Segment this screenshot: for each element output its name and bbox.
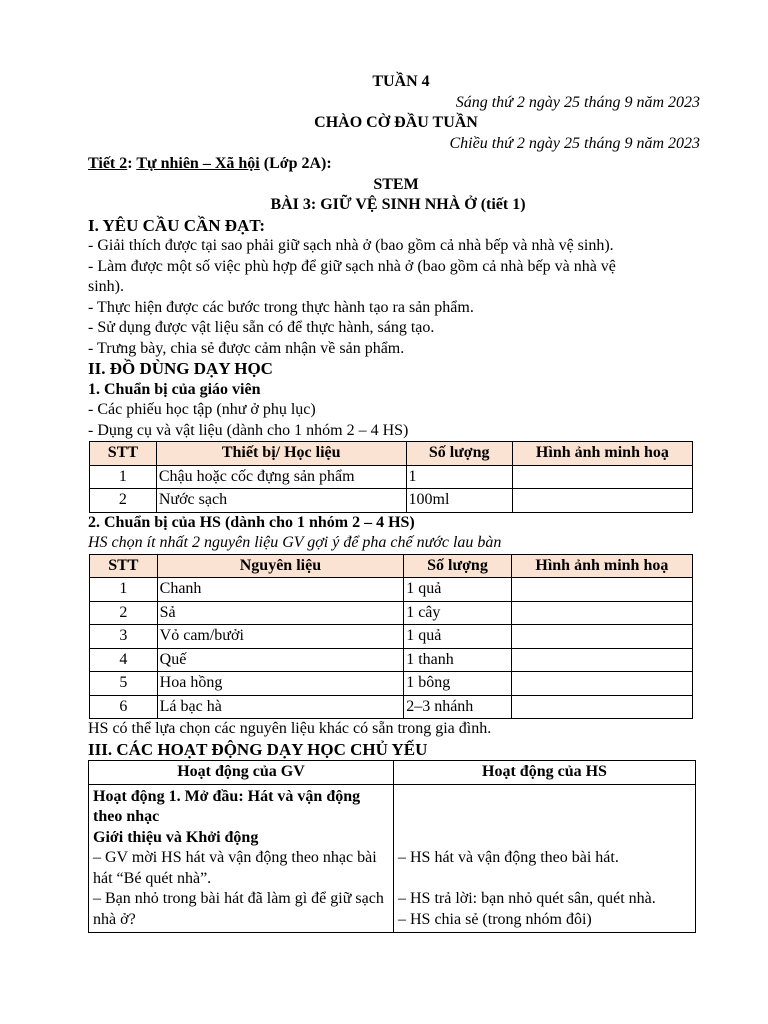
student-prep-note: HS chọn ít nhất 2 nguyên liệu GV gợi ý để pha chế nước lau bàn: [88, 534, 502, 551]
section-1-heading: I. YÊU CẦU CẦN ĐẠT:: [88, 215, 266, 235]
activity-title: Hoạt động 1. Mở đầu: Hát và vận động theo nhạc: [93, 787, 361, 825]
cell-quantity: 1 cây: [404, 601, 512, 625]
teacher-activity-cell: [89, 784, 394, 933]
morning-date: Sáng thứ 2 ngày 25 tháng 9 năm 2023: [455, 93, 700, 111]
cell-ingredient: Chanh: [157, 578, 404, 602]
table-row: [90, 648, 693, 672]
cell-quantity: 1 bông: [404, 672, 512, 696]
cell-stt: 3: [90, 625, 158, 649]
table-row: [90, 489, 693, 513]
cell-quantity: 1 thanh: [404, 648, 512, 672]
column-header-equipment: Thiết bị/ Học liệu: [156, 442, 406, 466]
cell-illustration: [511, 695, 692, 719]
cell-stt: 2: [90, 601, 158, 625]
column-header-illustration: Hình ảnh minh hoạ: [512, 442, 692, 466]
lesson-line: [88, 154, 700, 175]
cell-stt: 4: [90, 648, 158, 672]
table-row: [89, 784, 696, 933]
table-row: [90, 578, 693, 602]
cell-illustration: [511, 672, 692, 696]
student-activity-cell: [394, 784, 696, 933]
afternoon-date: Chiều thứ 2 ngày 25 tháng 9 năm 2023: [449, 134, 700, 152]
objective-item: - Giải thích được tại sao phải giữ sạch nhà ở (bao gồm cả nhà bếp và nhà vệ sinh).: [88, 237, 614, 254]
subject-label: Tự nhiên – Xã hội: [136, 155, 260, 172]
cell-illustration: [511, 601, 692, 625]
table-row: [90, 695, 693, 719]
cell-quantity: 100ml: [406, 489, 512, 513]
table-header-row: [90, 442, 693, 466]
section-2-heading: II. ĐỒ DÙNG DẠY HỌC: [88, 359, 273, 378]
table-row: [90, 625, 693, 649]
table-row: [90, 465, 693, 489]
flag-ceremony-title: CHÀO CỜ ĐẦU TUẦN: [314, 114, 478, 131]
student-activity-item: – HS hát và vận động theo bài hát.: [398, 849, 619, 866]
objective-item: sinh).: [88, 278, 124, 295]
alternative-ingredients-note: HS có thể lựa chọn các nguyên liệu khác có sẵn trong gia đình.: [88, 720, 492, 737]
cell-quantity: 1 quả: [404, 625, 512, 649]
cell-stt: 1: [90, 465, 157, 489]
objective-item: - Làm được một số việc phù hợp để giữ sạch nhà ở (bao gồm cả nhà bếp và nhà vệ: [88, 257, 616, 275]
period-label: Tiết 2: [88, 155, 128, 172]
cell-stt: 2: [90, 489, 157, 513]
cell-ingredient: Sả: [157, 601, 404, 625]
cell-stt: 5: [90, 672, 158, 696]
table-header-row: [89, 761, 696, 785]
student-prep-heading: 2. Chuẩn bị của HS (dành cho 1 nhóm 2 – 4 HS): [88, 513, 415, 531]
objective-item: - Sử dụng được vật liệu sẵn có để thực hành, sáng tạo.: [88, 319, 435, 336]
student-activity-item: – HS trả lời: bạn nhỏ quét sân, quét nhà.: [398, 890, 656, 907]
section-3-heading: III. CÁC HOẠT ĐỘNG DẠY HỌC CHỦ YẾU: [88, 739, 428, 759]
column-header-quantity: Số lượng: [406, 442, 512, 466]
cell-quantity: 1 quả: [404, 578, 512, 602]
student-activity-item: – HS chia sẻ (trong nhóm đôi): [398, 910, 592, 928]
cell-stt: 6: [90, 695, 158, 719]
teacher-materials-table: [89, 441, 693, 513]
teacher-prep-item: - Dụng cụ và vật liệu (dành cho 1 nhóm 2 – 4 HS): [88, 421, 409, 439]
activities-table: [88, 760, 696, 933]
table-header-row: [90, 554, 693, 578]
spacer: [398, 869, 691, 890]
week-title: TUẦN 4: [372, 73, 430, 90]
cell-ingredient: Vỏ cam/bưởi: [157, 625, 404, 649]
cell-item: Chậu hoặc cốc đựng sản phẩm: [156, 465, 406, 489]
objective-item: - Thực hiện được các bước trong thực hành tạo ra sản phẩm.: [88, 298, 474, 316]
document-page: [88, 72, 700, 933]
cell-item: Nước sạch: [156, 489, 406, 513]
student-ingredients-table: [89, 554, 693, 720]
table-row: [90, 601, 693, 625]
cell-quantity: 1: [406, 465, 512, 489]
lesson-title: BÀI 3: GIỮ VỆ SINH NHÀ Ở (tiết 1): [270, 196, 526, 213]
cell-quantity: 2–3 nhánh: [404, 695, 512, 719]
cell-illustration: [511, 578, 692, 602]
teacher-prep-item: - Các phiếu học tập (như ở phụ lục): [88, 401, 316, 418]
objective-item: - Trưng bày, chia sẻ được cảm nhận về sản phẩm.: [88, 339, 405, 357]
column-header-stt: STT: [90, 442, 157, 466]
cell-stt: 1: [90, 578, 158, 602]
teacher-prep-heading: 1. Chuẩn bị của giáo viên: [88, 380, 261, 398]
cell-illustration: [511, 625, 692, 649]
teacher-activity-item: – Bạn nhỏ trong bài hát đã làm gì để giữ sạch nhà ở?: [93, 890, 384, 928]
column-header-teacher: Hoạt động của GV: [89, 761, 394, 785]
column-header-illustration: Hình ảnh minh hoạ: [511, 554, 692, 578]
table-row: [90, 672, 693, 696]
cell-ingredient: Hoa hồng: [157, 672, 404, 696]
grade-label: (Lớp 2A):: [263, 155, 332, 172]
stem-label: STEM: [373, 175, 419, 193]
activity-subtitle: Giới thiệu và Khởi động: [93, 828, 259, 846]
column-header-student: Hoạt động của HS: [394, 761, 696, 785]
cell-ingredient: Lá bạc hà: [157, 695, 404, 719]
spacer: [398, 787, 691, 849]
period-sep: :: [127, 155, 133, 172]
column-header-ingredient: Nguyên liệu: [157, 554, 404, 578]
cell-illustration: [512, 465, 692, 489]
cell-ingredient: Quế: [157, 648, 404, 672]
column-header-stt: STT: [90, 554, 158, 578]
teacher-activity-item: – GV mời HS hát và vận động theo nhạc bài hát “Bé quét nhà”.: [93, 849, 377, 887]
cell-illustration: [511, 648, 692, 672]
column-header-quantity: Số lượng: [404, 554, 512, 578]
cell-illustration: [512, 489, 692, 513]
